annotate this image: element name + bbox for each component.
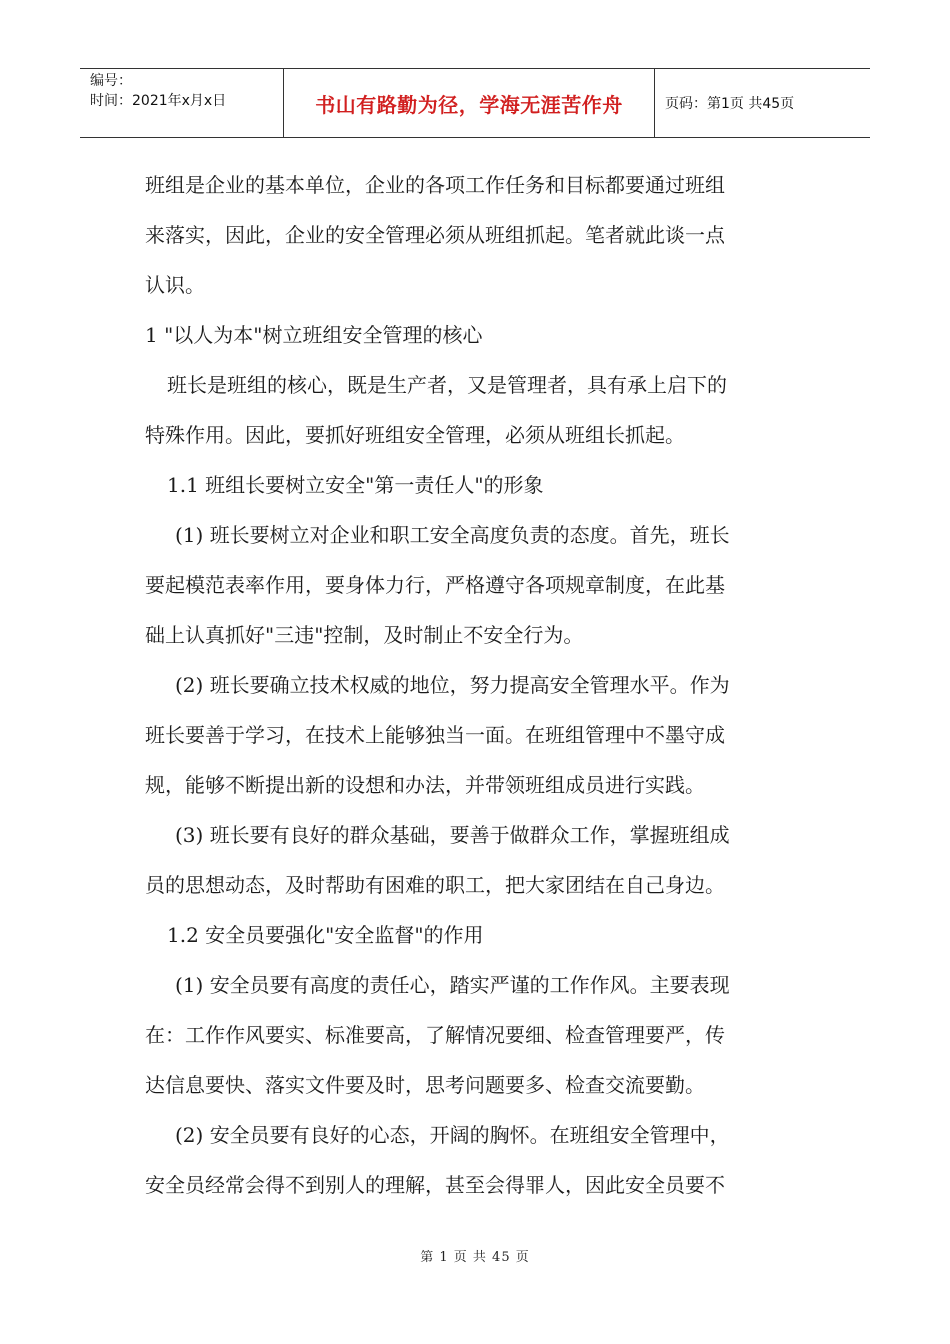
- body-line: 在：工作作风要实、标准要高，了解情况要细、检查管理要严，传: [145, 1023, 725, 1047]
- body-line: 特殊作用。因此，要抓好班组安全管理，必须从班组长抓起。: [145, 423, 685, 447]
- body-line: (2) 安全员要有良好的心态，开阔的胸怀。在班组安全管理中，: [175, 1123, 730, 1147]
- header-motto: 书山有路勤为径，学海无涯苦作舟: [283, 69, 655, 137]
- header-meta: [80, 69, 283, 137]
- body-line: 员的思想动态，及时帮助有困难的职工，把大家团结在自己身边。: [145, 873, 725, 897]
- body-line: 规，能够不断提出新的设想和办法，并带领班组成员进行实践。: [145, 773, 705, 797]
- section-heading: 1 "以人为本"树立班组安全管理的核心: [145, 323, 483, 347]
- body-line: 础上认真抓好"三违"控制，及时制止不安全行为。: [145, 623, 584, 647]
- body-line: 认识。: [145, 273, 205, 297]
- body-line: 班长是班组的核心，既是生产者，又是管理者，具有承上启下的: [167, 373, 727, 397]
- subsection-heading: 1.2 安全员要强化"安全监督"的作用: [167, 923, 484, 947]
- body-line: 班组是企业的基本单位，企业的各项工作任务和目标都要通过班组: [145, 173, 725, 197]
- body-line: (2) 班长要确立技术权威的地位，努力提高安全管理水平。作为: [175, 673, 730, 697]
- document-number-label: 编号：: [90, 73, 132, 89]
- body-line: 班长要善于学习，在技术上能够独当一面。在班组管理中不墨守成: [145, 723, 725, 747]
- body-line: 达信息要快、落实文件要及时，思考问题要多、检查交流要勤。: [145, 1073, 705, 1097]
- body-line: 要起模范表率作用，要身体力行，严格遵守各项规章制度，在此基: [145, 573, 725, 597]
- document-date: 时间：2021年x月x日: [90, 93, 227, 109]
- header-page-info: 页码：第1页 共45页: [665, 96, 795, 112]
- body-line: (1) 安全员要有高度的责任心，踏实严谨的工作作风。主要表现: [175, 973, 730, 997]
- page-header: [80, 68, 870, 138]
- body-line: 来落实，因此，企业的安全管理必须从班组抓起。笔者就此谈一点: [145, 223, 725, 247]
- body-line: (3) 班长要有良好的群众基础，要善于做群众工作，掌握班组成: [175, 823, 730, 847]
- document-body: [145, 160, 810, 1210]
- page-footer: 第 1 页 共 45 页: [420, 1250, 530, 1265]
- body-line: (1) 班长要树立对企业和职工安全高度负责的态度。首先，班长: [175, 523, 730, 547]
- body-line: 安全员经常会得不到别人的理解，甚至会得罪人，因此安全员要不: [145, 1173, 725, 1197]
- subsection-heading: 1.1 班组长要树立安全"第一责任人"的形象: [167, 473, 544, 497]
